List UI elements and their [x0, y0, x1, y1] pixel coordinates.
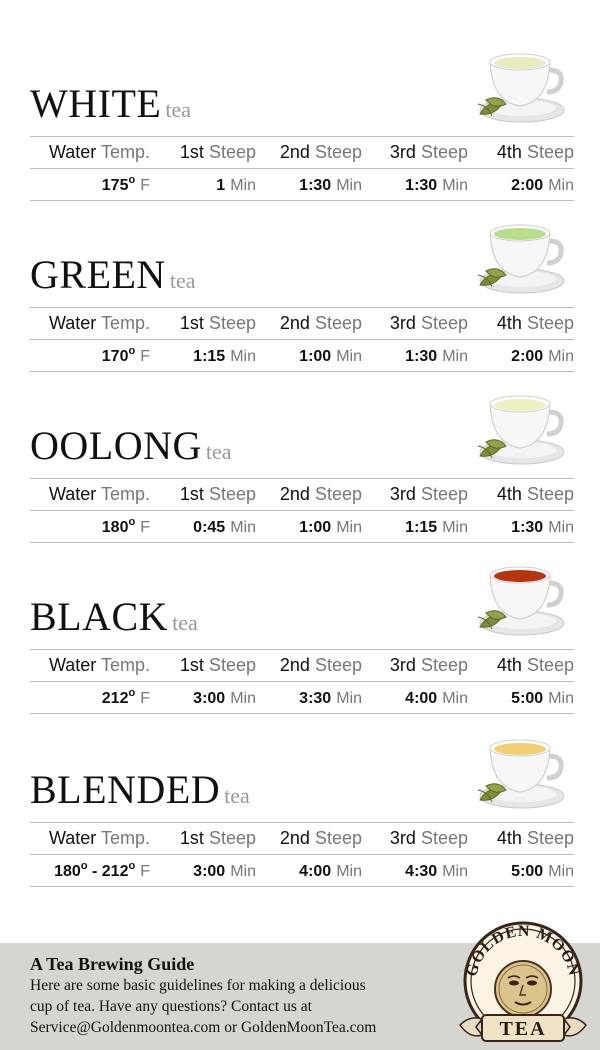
footer-line: Here are some basic guidelines for making a delicious — [30, 977, 366, 994]
header-row — [30, 650, 574, 681]
steep-unit: Min — [442, 863, 468, 880]
steep-unit: Min — [548, 348, 574, 365]
column-header — [468, 828, 574, 849]
column-header-number: 1st — [179, 828, 204, 848]
steep-time: 1 — [216, 177, 226, 194]
column-header-number: 3rd — [389, 655, 416, 675]
steep-time-cell — [468, 687, 574, 708]
table-rule — [30, 200, 574, 201]
steep-unit: Min — [336, 690, 362, 707]
column-header-number: Water — [48, 142, 97, 162]
steep-time-cell — [362, 516, 468, 537]
column-header — [150, 142, 256, 163]
temp-value: 180 — [101, 519, 129, 536]
tea-name-text: BLENDED — [30, 767, 221, 812]
column-header — [256, 828, 362, 849]
teacup-icon — [470, 390, 566, 468]
column-header — [256, 313, 362, 334]
column-header — [256, 655, 362, 676]
table-rule — [30, 713, 574, 714]
steep-time-cell — [256, 174, 362, 195]
column-header-word: Temp. — [100, 655, 150, 675]
column-header-number: 2nd — [279, 828, 310, 848]
column-header — [362, 828, 468, 849]
column-header-number: Water — [48, 828, 97, 848]
column-header-number: 4th — [496, 828, 522, 848]
tea-name — [30, 423, 232, 472]
column-header-number: Water — [48, 313, 97, 333]
column-header-word: Steep — [208, 313, 256, 333]
steep-unit: Min — [230, 863, 256, 880]
column-header — [150, 313, 256, 334]
table-rule — [30, 886, 574, 887]
column-header-word: Steep — [314, 142, 362, 162]
column-header-word: Steep — [526, 313, 574, 333]
steep-unit: Min — [230, 348, 256, 365]
column-header-number: 1st — [179, 484, 204, 504]
steep-time: 5:00 — [511, 863, 544, 880]
steep-time-cell — [256, 860, 362, 881]
footer-line: Service@Goldenmoontea.com or GoldenMoonTea.com — [30, 1019, 377, 1036]
column-header-word: Steep — [314, 484, 362, 504]
column-header — [468, 655, 574, 676]
column-header-word: Steep — [420, 484, 468, 504]
steep-time-cell — [362, 345, 468, 366]
column-header-number: 2nd — [279, 655, 310, 675]
header-row — [30, 479, 574, 510]
steep-time: 1:30 — [405, 348, 438, 365]
steep-time: 1:30 — [405, 177, 438, 194]
steep-time: 3:30 — [299, 690, 332, 707]
column-header — [30, 484, 150, 505]
column-header-word: Temp. — [100, 484, 150, 504]
column-header-word: Steep — [208, 655, 256, 675]
column-header — [150, 484, 256, 505]
column-header-number: 4th — [496, 655, 522, 675]
temp-unit: F — [140, 348, 150, 365]
brewing-table — [30, 136, 574, 201]
temp-unit: F — [140, 690, 150, 707]
steep-unit: Min — [442, 519, 468, 536]
water-temp-cell — [30, 687, 150, 708]
degree-symbol: o — [128, 516, 136, 528]
tea-name-suffix: tea — [205, 439, 232, 464]
steep-time-cell — [256, 516, 362, 537]
teacup-icon — [470, 734, 566, 812]
logo-banner-text: TEA — [499, 1018, 547, 1040]
steep-unit: Min — [336, 519, 362, 536]
steep-time-cell — [468, 516, 574, 537]
column-header — [362, 142, 468, 163]
column-header-number: 3rd — [389, 142, 416, 162]
teacup-icon — [470, 219, 566, 297]
temp-unit: F — [140, 519, 150, 536]
temp-low: 180 — [54, 863, 81, 880]
header-row — [30, 308, 574, 339]
degree-symbol: o — [128, 174, 136, 186]
steep-time: 1:15 — [193, 348, 226, 365]
steep-unit: Min — [548, 690, 574, 707]
steep-time: 4:00 — [405, 690, 438, 707]
tea-name — [30, 81, 191, 130]
tea-name-text: WHITE — [30, 81, 162, 126]
column-header — [30, 142, 150, 163]
tea-name-text: OOLONG — [30, 423, 202, 468]
tea-title-row — [30, 756, 574, 816]
steep-unit: Min — [442, 348, 468, 365]
tea-section — [30, 70, 574, 230]
column-header — [468, 142, 574, 163]
tea-title-row — [30, 583, 574, 643]
water-temp-cell — [30, 860, 150, 881]
tea-name-suffix: tea — [169, 268, 196, 293]
brewing-table — [30, 307, 574, 372]
tea-section — [30, 583, 574, 743]
column-header-word: Steep — [420, 313, 468, 333]
temp-unit: F — [140, 177, 150, 194]
values-row — [30, 855, 574, 886]
column-header — [468, 313, 574, 334]
column-header-number: 1st — [179, 655, 204, 675]
column-header — [30, 655, 150, 676]
steep-time: 3:00 — [193, 863, 226, 880]
steep-unit: Min — [336, 863, 362, 880]
header-row — [30, 823, 574, 854]
steep-time: 1:30 — [511, 519, 544, 536]
tea-name-suffix: tea — [172, 610, 198, 635]
steep-time: 4:00 — [299, 863, 332, 880]
steep-time-cell — [468, 174, 574, 195]
tea-name-suffix: tea — [165, 97, 191, 122]
steep-time-cell — [150, 345, 256, 366]
column-header-number: 3rd — [389, 313, 416, 333]
steep-time-cell — [362, 174, 468, 195]
steep-time-cell — [468, 860, 574, 881]
footer-text — [30, 953, 470, 1038]
tea-name-text: BLACK — [30, 594, 169, 639]
column-header-word: Steep — [314, 313, 362, 333]
tea-name-suffix: tea — [224, 783, 250, 808]
range-dash: - — [87, 863, 102, 880]
steep-time-cell — [468, 345, 574, 366]
brewing-table — [30, 822, 574, 887]
column-header — [30, 828, 150, 849]
column-header-word: Steep — [208, 828, 256, 848]
table-rule — [30, 371, 574, 372]
tea-name — [30, 252, 196, 301]
column-header-word: Steep — [314, 828, 362, 848]
steep-time: 1:00 — [299, 348, 332, 365]
golden-moon-tea-logo — [454, 917, 592, 1049]
column-header-number: Water — [48, 484, 97, 504]
footer-line: cup of tea. Have any questions? Contact us at — [30, 998, 312, 1015]
steep-unit: Min — [548, 863, 574, 880]
steep-time-cell — [362, 860, 468, 881]
teacup-icon — [470, 48, 566, 126]
tea-name — [30, 767, 250, 816]
column-header — [362, 655, 468, 676]
steep-unit: Min — [230, 690, 256, 707]
column-header — [362, 484, 468, 505]
column-header-word: Steep — [420, 655, 468, 675]
table-rule — [30, 542, 574, 543]
column-header-word: Steep — [420, 828, 468, 848]
column-header-number: 3rd — [389, 828, 416, 848]
steep-time-cell — [150, 516, 256, 537]
column-header-word: Temp. — [100, 828, 150, 848]
steep-time: 1:15 — [405, 519, 438, 536]
column-header-word: Steep — [526, 484, 574, 504]
column-header — [30, 313, 150, 334]
values-row — [30, 511, 574, 542]
degree-symbol: o — [128, 345, 136, 357]
column-header-number: 4th — [496, 142, 522, 162]
values-row — [30, 340, 574, 371]
steep-time: 5:00 — [511, 690, 544, 707]
column-header-word: Temp. — [100, 142, 150, 162]
column-header-word: Steep — [314, 655, 362, 675]
column-header-number: 2nd — [279, 142, 310, 162]
temp-value: 175 — [101, 177, 129, 194]
column-header-number: 2nd — [279, 313, 310, 333]
temp-value: 170 — [101, 348, 129, 365]
steep-time: 1:00 — [299, 519, 332, 536]
temp-value: 212 — [101, 690, 129, 707]
column-header — [150, 655, 256, 676]
tea-title-row — [30, 70, 574, 130]
degree-symbol: o — [80, 860, 88, 872]
column-header-word: Steep — [526, 142, 574, 162]
steep-time: 4:30 — [405, 863, 438, 880]
column-header-word: Steep — [526, 655, 574, 675]
steep-unit: Min — [336, 177, 362, 194]
column-header-word: Temp. — [100, 313, 150, 333]
column-header-number: 2nd — [279, 484, 310, 504]
column-header — [150, 828, 256, 849]
tea-section — [30, 412, 574, 572]
values-row — [30, 682, 574, 713]
steep-unit: Min — [230, 177, 256, 194]
water-temp-cell — [30, 345, 150, 366]
steep-time-cell — [150, 860, 256, 881]
steep-time: 2:00 — [511, 177, 544, 194]
column-header-number: 4th — [496, 313, 522, 333]
steep-time-cell — [256, 687, 362, 708]
tea-title-row — [30, 412, 574, 472]
brewing-table — [30, 649, 574, 714]
teacup-icon — [470, 561, 566, 639]
column-header-number: 4th — [496, 484, 522, 504]
brewing-table — [30, 478, 574, 543]
steep-time-cell — [256, 345, 362, 366]
steep-unit: Min — [230, 519, 256, 536]
steep-unit: Min — [442, 177, 468, 194]
tea-section — [30, 241, 574, 401]
footer — [0, 922, 600, 1050]
tea-name — [30, 594, 198, 643]
column-header-word: Steep — [526, 828, 574, 848]
steep-time: 0:45 — [193, 519, 226, 536]
steep-time: 2:00 — [511, 348, 544, 365]
steep-unit: Min — [336, 348, 362, 365]
column-header — [256, 484, 362, 505]
degree-symbol: o — [128, 687, 136, 699]
column-header-word: Steep — [420, 142, 468, 162]
steep-time-cell — [362, 687, 468, 708]
column-header — [362, 313, 468, 334]
steep-unit: Min — [442, 690, 468, 707]
column-header-number: 3rd — [389, 484, 416, 504]
steep-unit: Min — [548, 177, 574, 194]
tea-title-row — [30, 241, 574, 301]
degree-symbol: o — [128, 860, 136, 872]
column-header-number: Water — [48, 655, 97, 675]
column-header — [256, 142, 362, 163]
footer-title: A Tea Brewing Guide — [30, 954, 195, 974]
steep-time-cell — [150, 687, 256, 708]
column-header-word: Steep — [208, 142, 256, 162]
temp-high: 212 — [101, 863, 129, 880]
steep-unit: Min — [548, 519, 574, 536]
tea-section — [30, 756, 574, 916]
water-temp-cell — [30, 174, 150, 195]
steep-time: 3:00 — [193, 690, 226, 707]
column-header-word: Steep — [208, 484, 256, 504]
column-header — [468, 484, 574, 505]
logo-arc-text: GOLDEN MOON — [463, 922, 583, 979]
tea-name-text: GREEN — [30, 252, 166, 297]
temp-unit: F — [140, 863, 150, 880]
column-header-number: 1st — [179, 313, 204, 333]
water-temp-cell — [30, 516, 150, 537]
steep-time: 1:30 — [299, 177, 332, 194]
steep-time-cell — [150, 174, 256, 195]
column-header-number: 1st — [179, 142, 204, 162]
values-row — [30, 169, 574, 200]
header-row — [30, 137, 574, 168]
